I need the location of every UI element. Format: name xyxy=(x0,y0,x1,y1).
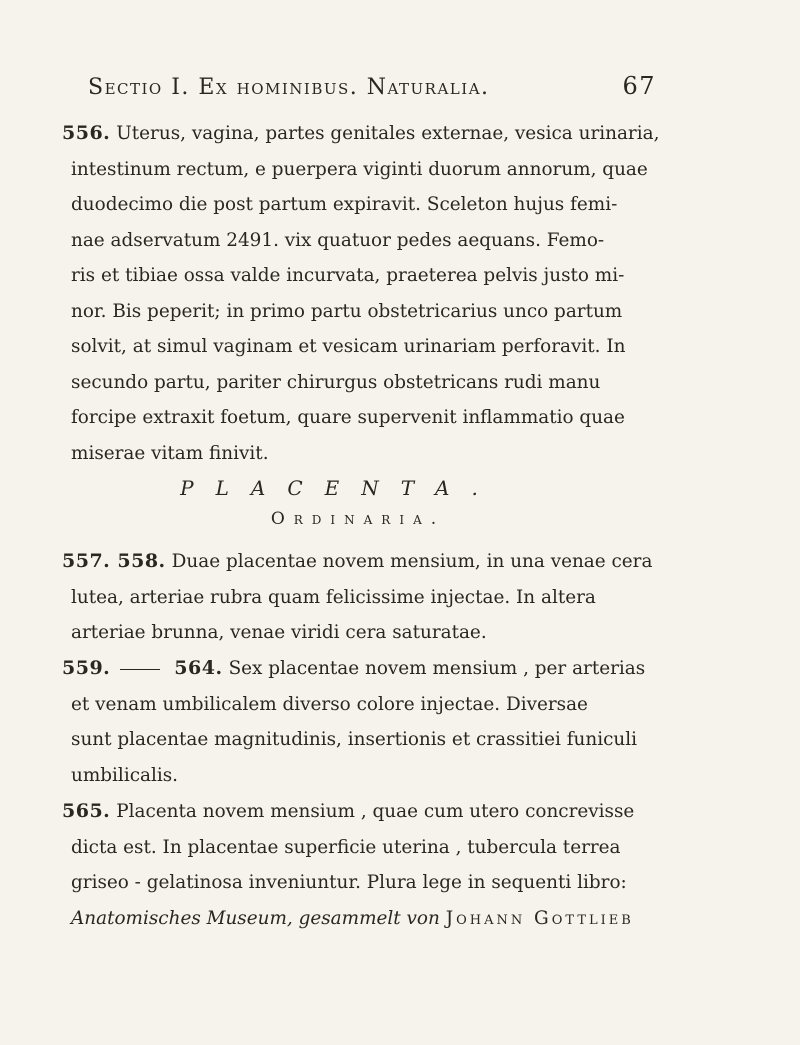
entry-line: duodecimo die post partum expiravit. Sceleton hujus femi- xyxy=(71,194,618,215)
entry-line: nae adservatum 2491. vix quatuor pedes aequans. Femo- xyxy=(71,229,605,251)
entry-line: miserae vitam finivit. xyxy=(71,442,269,464)
range-dash xyxy=(120,669,160,670)
entry-line: umbilicalis. xyxy=(71,764,179,786)
author-name: Johann Gottlieb xyxy=(445,907,634,929)
catalog-entry-565 xyxy=(62,794,662,936)
entry-line: nor. Bis peperit; in primo partu obstetricarius unco partum xyxy=(71,300,623,322)
page-number: 67 xyxy=(622,72,656,100)
entry-line: 556. Uterus, vagina, partes genitales externae, vesica urinaria, xyxy=(62,122,660,144)
entry-line: et venam umbilicalem diverso colore injectae. Diversae xyxy=(71,693,588,715)
entry-number: 565. xyxy=(62,800,111,822)
catalog-entry-559 xyxy=(62,651,662,793)
entry-line: sunt placentae magnitudinis, insertionis et crassitiei funiculi xyxy=(71,729,638,750)
entry-number-start: 559. xyxy=(62,657,111,679)
entry-line: 565. Placenta novem mensium , quae cum utero concrevisse xyxy=(62,800,635,822)
entry-line: 557. 558. Duae placentae novem mensium, in una venae cera xyxy=(62,550,653,572)
entry-line: intestinum rectum, e puerpera viginti duorum annorum, quae xyxy=(71,158,648,180)
entry-line: dicta est. In placentae superficie uterina , tubercula terrea xyxy=(71,836,621,858)
entry-line: secundo partu, pariter chirurgus obstetricans rudi manu xyxy=(71,371,601,393)
entry-line: solvit, at simul vaginam et vesicam urinariam perforavit. In xyxy=(71,336,626,357)
entry-number-end: 564. xyxy=(174,657,223,679)
subsection-title: Ordinaria. xyxy=(270,509,446,529)
entry-line: lutea, arteriae rubra quam felicissime injectae. In altera xyxy=(71,586,596,608)
catalog-entry-556 xyxy=(62,116,662,471)
catalog-entry-557 xyxy=(62,544,662,651)
running-head xyxy=(88,72,656,100)
entry-line: griseo - gelatinosa inveniuntur. Plura lege in sequenti libro: xyxy=(71,872,627,893)
entry-line: arteriae brunna, venae viridi cera saturatae. xyxy=(71,622,487,643)
entry-line: forcipe extraxit foetum, quare supervenit inflammatio quae xyxy=(71,407,625,428)
entry-line xyxy=(62,901,662,937)
entry-number: 556. xyxy=(62,122,111,144)
section-title: PLACENTA. xyxy=(180,476,500,500)
entry-line: 559. 564. Sex placentae novem mensium , per arterias xyxy=(62,657,646,679)
book-title: Anatomisches Museum, gesammelt von xyxy=(71,907,440,929)
running-head-title: Sectio I. Ex hominibus. Naturalia. xyxy=(88,75,490,100)
entry-line: ris et tibiae ossa valde incurvata, praeterea pelvis justo mi- xyxy=(71,265,625,286)
entry-number: 557. 558. xyxy=(62,550,166,572)
